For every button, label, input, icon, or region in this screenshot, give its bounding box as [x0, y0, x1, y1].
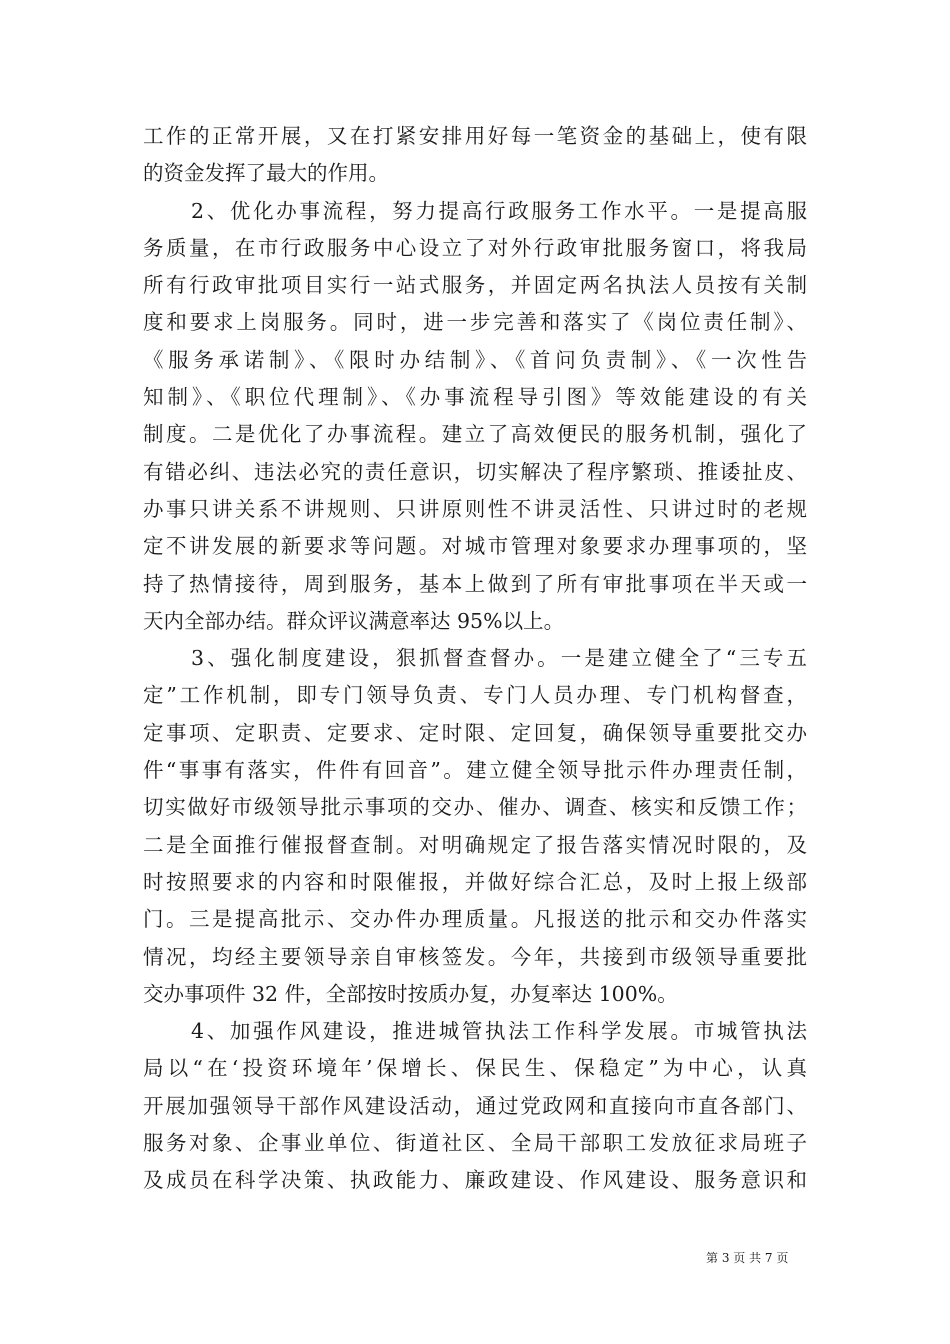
text-line: 知制》、《职位代理制》、《办事流程导引图》等效能建设的有关: [143, 385, 807, 410]
text-line: 务质量，在市行政服务中心设立了对外行政审批服务窗口，将我局: [143, 235, 807, 260]
text-line: 持了热情接待，周到服务，基本上做到了所有审批事项在半天或一: [143, 571, 807, 596]
text-line: 门。三是提高批示、交办件办理质量。凡报送的批示和交办件落实: [143, 907, 807, 932]
text-line: 时按照要求的内容和时限催报，并做好综合汇总，及时上报上级部: [143, 869, 807, 894]
text-line: 及成员在科学决策、执政能力、廉政建设、作风建设、服务意识和: [143, 1168, 807, 1193]
text-line: 局以“在‘投资环境年’保增长、保民生、保稳定”为中心，认真: [143, 1056, 807, 1081]
text-line: 交办事项件 32 件，全部按时按质办复，办复率达 100%。: [143, 981, 678, 1006]
text-line: 度和要求上岗服务。同时，进一步完善和落实了《岗位责任制》、: [143, 310, 807, 335]
text-line: 所有行政审批项目实行一站式服务，并固定两名执法人员按有关制: [143, 273, 807, 298]
text-line: 4、加强作风建设，推进城管执法工作科学发展。市城管执法: [191, 1019, 807, 1044]
text-line: 制度。二是优化了办事流程。建立了高效便民的服务机制，强化了: [143, 422, 807, 447]
text-line: 3、强化制度建设，狠抓督查督办。一是建立健全了“三专五: [191, 646, 807, 671]
page-number-footer: 第 3 页 共 7 页: [706, 1251, 789, 1265]
text-line: 服务对象、企事业单位、街道社区、全局干部职工发放征求局班子: [143, 1131, 807, 1156]
text-line: 的资金发挥了最大的作用。: [143, 161, 389, 186]
body-text: [143, 118, 807, 1200]
text-line: 定”工作机制，即专门领导负责、专门人员办理、专门机构督查，: [143, 683, 807, 708]
text-line: 切实做好市级领导批示事项的交办、催办、调查、核实和反馈工作；: [143, 795, 807, 820]
text-line: 2、优化办事流程，努力提高行政服务工作水平。一是提高服: [191, 198, 807, 223]
text-line: 定事项、定职责、定要求、定时限、定回复，确保领导重要批交办: [143, 720, 807, 745]
text-line: 有错必纠、违法必究的责任意识，切实解决了程序繁琐、推诿扯皮、: [143, 459, 807, 484]
text-line: 《服务承诺制》、《限时办结制》、《首问负责制》、《一次性告: [143, 347, 807, 372]
text-line: 情况，均经主要领导亲自审核签发。今年，共接到市级领导重要批: [143, 944, 807, 969]
text-line: 工作的正常开展，又在打紧安排用好每一笔资金的基础上，使有限: [143, 124, 807, 148]
text-line: 办事只讲关系不讲规则、只讲原则性不讲灵活性、只讲过时的老规: [143, 496, 807, 521]
text-line: 件“事事有落实，件件有回音”。建立健全领导批示件办理责任制，: [143, 758, 807, 783]
text-line: 二是全面推行催报督查制。对明确规定了报告落实情况时限的，及: [143, 832, 807, 857]
text-line: 开展加强领导干部作风建设活动，通过党政网和直接向市直各部门、: [143, 1093, 807, 1118]
text-line: 定不讲发展的新要求等问题。对城市管理对象要求办理事项的，坚: [143, 534, 807, 559]
text-line: 天内全部办结。群众评议满意率达 95%以上。: [143, 608, 565, 633]
